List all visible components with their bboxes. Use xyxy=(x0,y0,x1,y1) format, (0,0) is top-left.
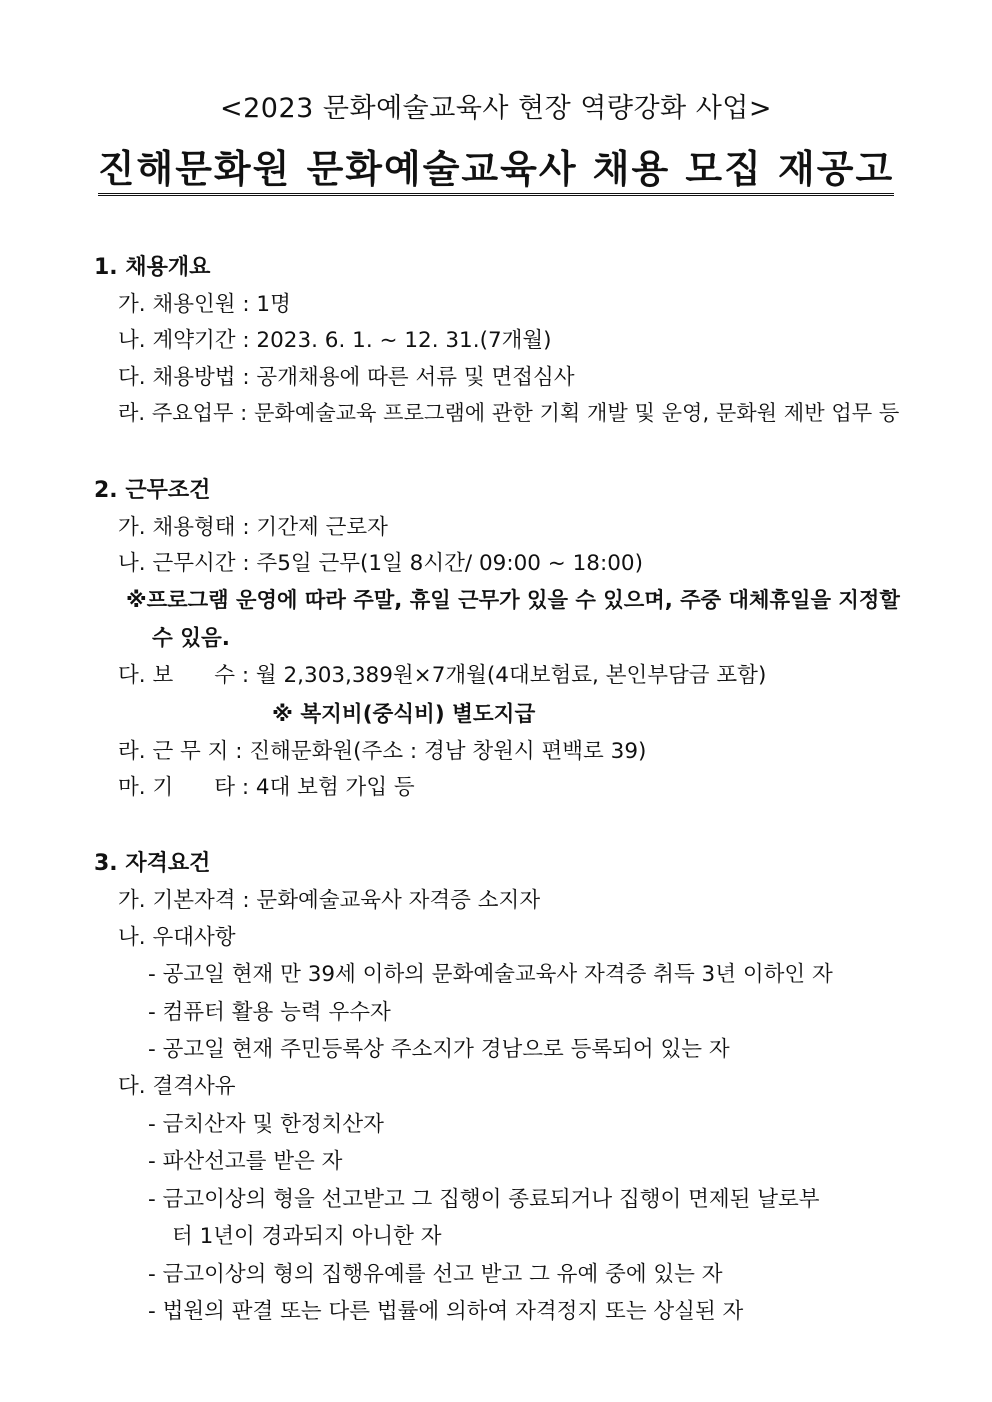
s3-disqualification-item: - 금고이상의 형을 선고받고 그 집행이 종료되거나 집행이 면제된 날로부 xyxy=(148,1187,820,1212)
s3-item-basic-qualification: 가. 기본자격 : 문화예술교육사 자격증 소지자 xyxy=(118,888,541,913)
s3-disqualification-item: - 파산선고를 받은 자 xyxy=(148,1149,343,1174)
s2-note-line-2: 수 있음. xyxy=(152,626,230,651)
s3-item-disqualification-title: 다. 결격사유 xyxy=(118,1074,236,1099)
s3-preference-item: - 공고일 현재 만 39세 이하의 문화예술교육사 자격증 취득 3년 이하인 자 xyxy=(148,962,833,987)
section-2-title: 2. 근무조건 xyxy=(94,478,211,503)
s3-disqualification-item: - 법원의 판결 또는 다른 법률에 의하여 자격정지 또는 상실된 자 xyxy=(148,1299,744,1324)
s2-pay-note: ※ 복지비(중식비) 별도지급 xyxy=(272,702,536,727)
s3-preference-item: - 컴퓨터 활용 능력 우수자 xyxy=(148,1000,391,1025)
s3-disqualification-item-continued: 터 1년이 경과되지 아니한 자 xyxy=(172,1224,442,1249)
document-subtitle: <2023 문화예술교육사 현장 역량강화 사업> xyxy=(219,93,773,124)
s1-item-duties: 라. 주요업무 : 문화예술교육 프로그램에 관한 기획 개발 및 운영, 문화원 제반 업무 등 xyxy=(118,400,900,425)
s2-item-work-hours: 나. 근무시간 : 주5일 근무(1일 8시간/ 09:00 ~ 18:00) xyxy=(118,551,643,576)
document-title-text: 진해문화원 문화예술교육사 채용 모집 재공고 xyxy=(98,147,894,196)
s2-item-employment-type: 가. 채용형태 : 기간제 근로자 xyxy=(118,515,388,540)
s2-item-pay: 다. 보 수 : 월 2,303,389원×7개월(4대보험료, 본인부담금 포함) xyxy=(118,663,767,688)
s3-preference-item: - 공고일 현재 주민등록상 주소지가 경남으로 등록되어 있는 자 xyxy=(148,1037,730,1062)
s3-item-preference-title: 나. 우대사항 xyxy=(118,925,236,950)
s3-disqualification-item: - 금고이상의 형의 집행유예를 선고 받고 그 유예 중에 있는 자 xyxy=(148,1262,723,1287)
s2-note-line-1: ※프로그램 운영에 따라 주말, 휴일 근무가 있을 수 있으며, 주중 대체휴일을 지정할 xyxy=(126,588,900,613)
section-1-title: 1. 채용개요 xyxy=(94,255,211,280)
s2-item-etc: 마. 기 타 : 4대 보험 가입 등 xyxy=(118,775,415,800)
s2-item-location: 라. 근 무 지 : 진해문화원(주소 : 경남 창원시 편백로 39) xyxy=(118,739,647,764)
s1-item-method: 다. 채용방법 : 공개채용에 따른 서류 및 면접심사 xyxy=(118,365,575,390)
document-title xyxy=(0,138,992,193)
section-3-title: 3. 자격요건 xyxy=(94,851,211,876)
s1-item-headcount: 가. 채용인원 : 1명 xyxy=(118,292,291,317)
s3-disqualification-item: - 금치산자 및 한정치산자 xyxy=(148,1112,384,1137)
s1-item-contract-period: 나. 계약기간 : 2023. 6. 1. ~ 12. 31.(7개월) xyxy=(118,328,552,353)
